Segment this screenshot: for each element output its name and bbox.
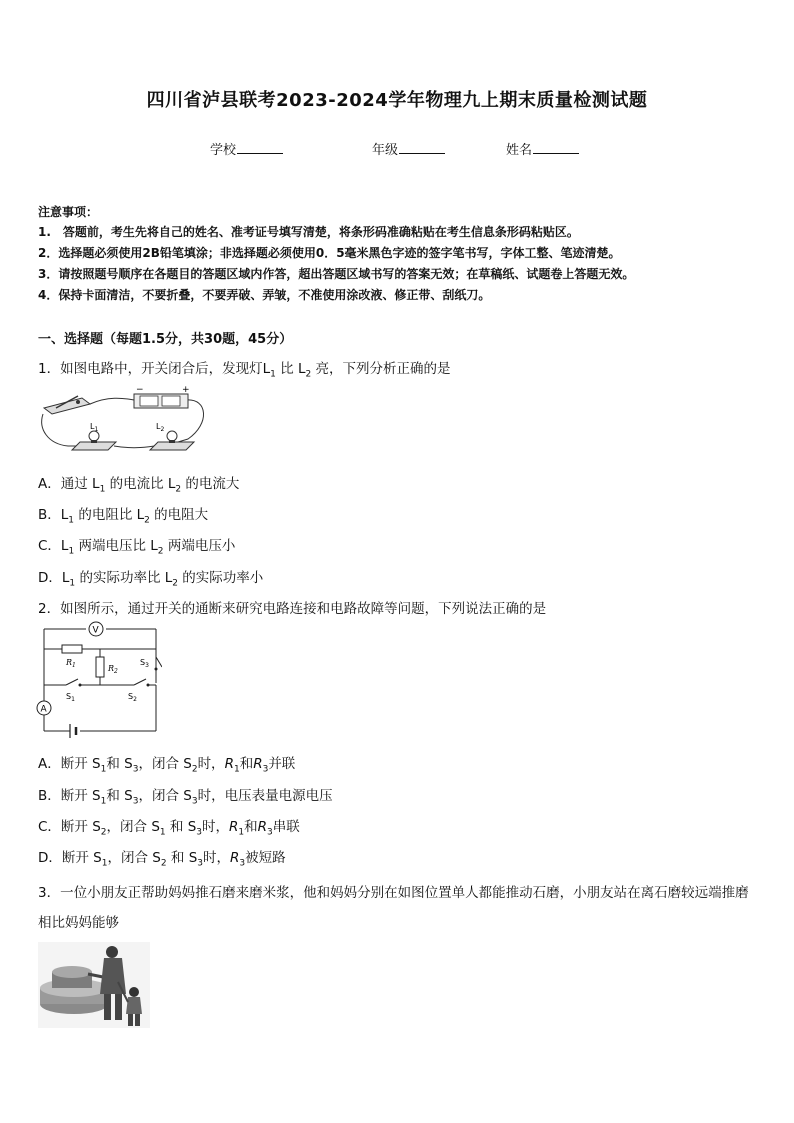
section-heading: 一、选择题（每题1.5分，共30题，45分） (38, 332, 293, 347)
wire (90, 398, 134, 404)
battery-minus-label: − (136, 385, 144, 395)
school-blank (237, 141, 283, 154)
switch-s2-icon (134, 679, 150, 687)
q1-option-c: C．$L_1$ 两端电压比 $L_2$ 两端电压小 (38, 538, 236, 557)
school-label: 学校 (210, 143, 237, 158)
page-title: 四川省泸县联考2023-2024学年物理九上期末质量检测试题 (146, 90, 648, 111)
notice-item-1: 1. 答题前，考生先将自己的姓名、准考证号填写清楚，将条形码准确粘贴在考生信息条形码粘贴区。 (38, 225, 579, 239)
grade-field (372, 139, 445, 158)
voltmeter-label: V (92, 625, 99, 636)
notice-heading: 注意事项： (38, 205, 99, 219)
grade-label: 年级 (372, 143, 399, 158)
bulb-l1-icon (72, 431, 116, 450)
question-2-stem: 2．如图所示，通过开关的通断来研究电路连接和电路故障等问题，下列说法正确的是 (38, 601, 547, 617)
ammeter-label: A (40, 704, 47, 715)
grade-blank (399, 141, 445, 154)
resistor-r1-icon (62, 645, 82, 653)
resistor-r2-icon (96, 657, 104, 677)
question-1-stem (38, 357, 451, 380)
label-s2: $S_2$ (128, 692, 137, 703)
q1-sub: 1 (270, 369, 276, 380)
switch-icon (44, 396, 90, 414)
battery-icon (70, 724, 76, 738)
q3-millstone-photo (38, 942, 150, 1028)
label-s3: $S_3$ (140, 658, 149, 669)
q1-option-d: D．$L_1$ 的实际功率比 $L_2$ 的实际功率小 (38, 570, 264, 589)
name-blank (533, 141, 579, 154)
battery-icon (134, 394, 188, 408)
q2-option-a: A．断开 $S_1$和 $S_3$，闭合 $S_2$时，$R_1$和$R_3$并联 (38, 756, 296, 775)
q2-option-b: B．断开 $S_1$和 $S_3$，闭合 $S_3$时，电压表量电源电压 (38, 788, 333, 807)
notice-item-3: 3．请按照题号顺序在各题目的答题区域内作答，超出答题区域书写的答案无效；在草稿纸、试题卷上答题无效。 (38, 267, 635, 281)
label-s1: $S_1$ (66, 692, 75, 703)
label-l1: $L_1$ (90, 422, 99, 433)
name-label: 姓名 (506, 143, 533, 158)
school-field (210, 139, 283, 158)
q1-stem-part: 1．如图电路中，开关闭合后，发现灯L (38, 361, 271, 377)
q2-option-c: C．断开 $S_2$，闭合 $S_1$ 和 $S_3$时，$R_1$和$R_3$串联 (38, 819, 300, 838)
q1-stem-part: 比 L (275, 361, 306, 377)
switch-s1-icon (66, 679, 82, 687)
bulb-l2-icon (150, 431, 194, 450)
q1-option-a: A．通过 $L_1$ 的电流比 $L_2$ 的电流大 (38, 476, 240, 495)
label-r1: $R_1$ (66, 658, 76, 669)
question-3-stem: 3．一位小朋友正帮助妈妈推石磨来磨米浆，他和妈妈分别在如图位置单人都能推动石磨，小朋友站在离石磨较远端推磨相比妈妈能够 (38, 885, 749, 931)
q2-option-d: D．断开 $S_1$，闭合 $S_2$ 和 $S_3$时，$R_3$被短路 (38, 850, 286, 869)
name-field (506, 139, 579, 158)
q2-circuit-figure (36, 621, 162, 739)
battery-plus-label: + (182, 385, 190, 395)
notice-item-2: 2．选择题必须使用2B铅笔填涂；非选择题必须使用0．5毫米黑色字迹的签字笔书写，字体工整、笔迹清楚。 (38, 246, 621, 260)
q1-option-b: B．$L_1$ 的电阻比 $L_2$ 的电阻大 (38, 507, 209, 526)
notice-item-4: 4．保持卡面清洁，不要折叠，不要弄破、弄皱，不准使用涂改液、修正带、刮纸刀。 (38, 288, 491, 302)
label-l2: $L_2$ (156, 422, 165, 433)
label-r2: $R_2$ (108, 664, 118, 675)
q1-circuit-figure (38, 384, 210, 460)
q1-sub: 2 (305, 369, 312, 380)
q1-stem-part: 亮，下列分析正确的是 (311, 361, 451, 377)
